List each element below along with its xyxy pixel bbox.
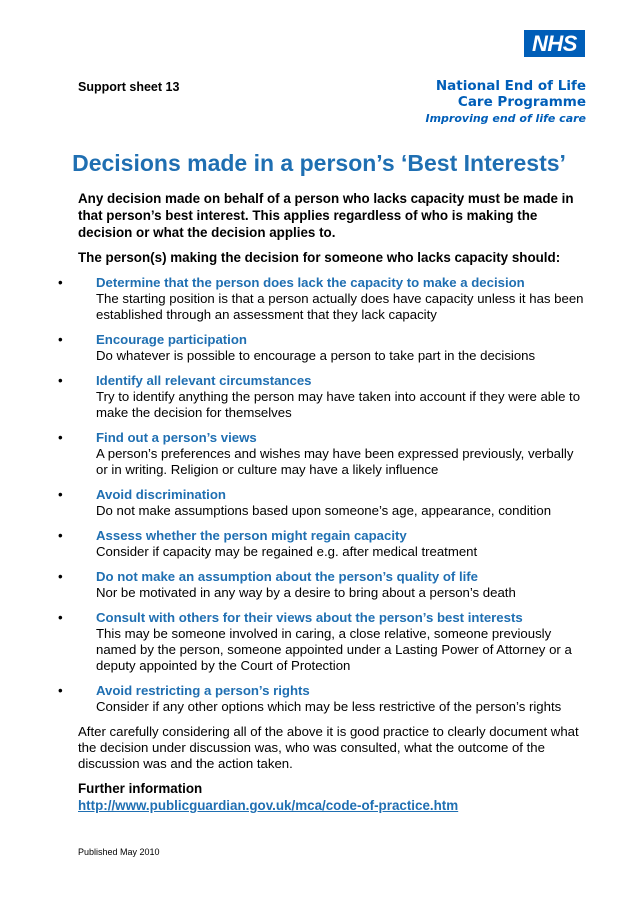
published-date: Published May 2010 xyxy=(78,847,160,857)
list-item xyxy=(58,275,588,323)
list-item-heading: Encourage participation xyxy=(96,332,247,347)
list-item-text: Consider if capacity may be regained e.g. after medical treatment xyxy=(96,544,478,559)
list-item-heading: Determine that the person does lack the capacity to make a decision xyxy=(96,275,525,290)
bullet-icon: • xyxy=(58,569,63,584)
list-item xyxy=(58,430,588,478)
bullet-icon: • xyxy=(58,528,63,543)
list-item xyxy=(58,528,588,560)
list-item-heading: Identify all relevant circumstances xyxy=(96,373,312,388)
nhs-logo: NHS xyxy=(524,30,585,57)
list-item xyxy=(58,569,588,601)
intro-paragraph: Any decision made on behalf of a person who lacks capacity must be made in that person’s best interest. This applies regardless of who is making the decision or what the decision applies to. xyxy=(78,191,574,240)
code-of-practice-link[interactable]: http://www.publicguardian.gov.uk/mca/code-of-practice.htm xyxy=(78,798,459,813)
list-item-heading: Avoid restricting a person’s rights xyxy=(96,683,310,698)
list-item-text: Consider if any other options which may be less restrictive of the person’s rights xyxy=(96,699,562,714)
closing-paragraph: After carefully considering all of the above it is good practice to clearly document what the decision under discussion was, who was consulted, what the outcome of the discussion was and the action taken. xyxy=(78,724,579,771)
list-item-heading: Do not make an assumption about the person’s quality of life xyxy=(96,569,478,584)
programme-tagline: Improving end of life care xyxy=(425,112,586,125)
bullet-icon: • xyxy=(58,373,63,388)
list-item xyxy=(58,610,588,674)
list-item-text: Try to identify anything the person may have taken into account if they were able to make the decision for themselves xyxy=(96,389,581,420)
list-item-text: This may be someone involved in caring, a close relative, someone previously named by the person, someone appointed under a Lasting Power of Attorney or a deputy appointed by the Court of Protection xyxy=(96,626,572,673)
bullet-icon: • xyxy=(58,332,63,347)
guidance-list xyxy=(58,275,588,715)
list-item-heading: Avoid discrimination xyxy=(96,487,226,502)
list-item xyxy=(58,373,588,421)
list-item-text: The starting position is that a person actually does have capacity unless it has been established through an assessment that they lack capacity xyxy=(96,291,584,322)
page-title: Decisions made in a person’s ‘Best Interests’ xyxy=(72,150,566,176)
bullet-icon: • xyxy=(58,275,63,290)
bullet-icon: • xyxy=(58,430,63,445)
main-content xyxy=(58,190,588,814)
list-item xyxy=(58,332,588,364)
list-item-text: Nor be motivated in any way by a desire to bring about a person’s death xyxy=(96,585,516,600)
list-item xyxy=(58,683,588,715)
support-sheet-label: Support sheet 13 xyxy=(78,80,180,94)
programme-name-line2: Care Programme xyxy=(457,94,586,110)
list-item-text: A person’s preferences and wishes may have been expressed previously, verbally or in writing. Religion or culture may have a likely influence xyxy=(96,446,574,477)
bullet-icon: • xyxy=(58,610,63,625)
programme-name-line1: National End of Life xyxy=(435,78,586,94)
lead-paragraph: The person(s) making the decision for someone who lacks capacity should: xyxy=(78,250,561,265)
list-item-heading: Consult with others for their views about the person’s best interests xyxy=(96,610,523,625)
list-item-heading: Assess whether the person might regain capacity xyxy=(96,528,407,543)
list-item-text: Do whatever is possible to encourage a person to take part in the decisions xyxy=(96,348,536,363)
list-item xyxy=(58,487,588,519)
bullet-icon: • xyxy=(58,683,63,698)
list-item-heading: Find out a person’s views xyxy=(96,430,257,445)
further-information-heading: Further information xyxy=(78,781,203,796)
bullet-icon: • xyxy=(58,487,63,502)
list-item-text: Do not make assumptions based upon someone’s age, appearance, condition xyxy=(96,503,552,518)
programme-block xyxy=(426,78,587,128)
